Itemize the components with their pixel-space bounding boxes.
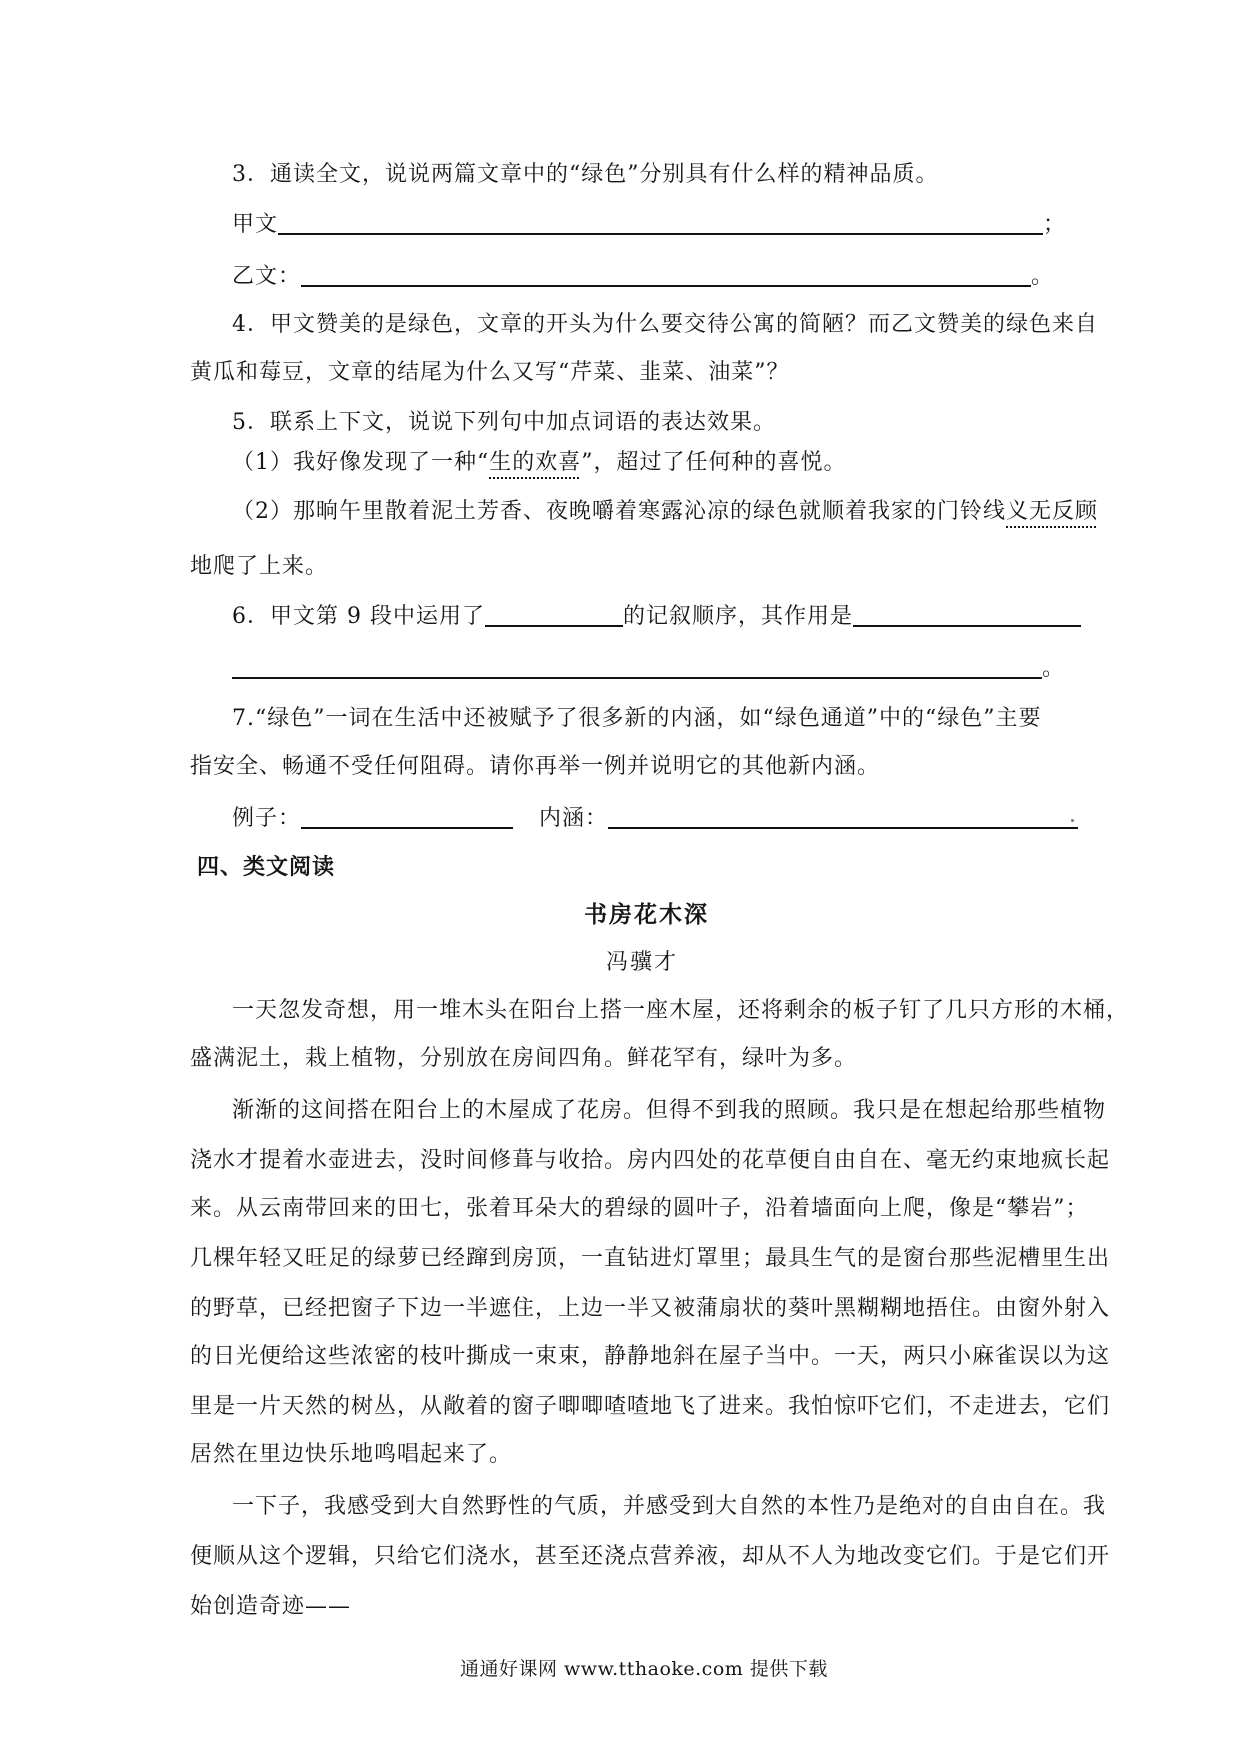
example-label: 例子: [232, 806, 279, 831]
item-1-post: ”，超过了任何种的喜悦。: [581, 450, 847, 475]
item-2-dotted-words: 义无反顾: [1006, 499, 1099, 524]
article-line: 的日光便给这些浓密的枝叶撕成一束束，静静地斜在屋子当中。一天，两只小麻雀误以为这: [190, 1344, 1111, 1369]
question-4-line-1: 4．甲文赞美的是绿色，文章的开头为什么要交待公寓的简陋？而乙文赞美的绿色来自: [232, 312, 1098, 337]
article-line: 几棵年轻又旺足的绿萝已经蹿到房顶，一直钻进灯罩里；最具生气的是窗台那些泥槽里生出: [190, 1246, 1111, 1271]
article-line: 便顺从这个逻辑，只给它们浇水，甚至还浇点营养液，却从不人为地改变它们。于是它们开: [190, 1544, 1111, 1569]
question-7-answers: 例子： 内涵：: [232, 804, 1078, 834]
meaning-label: 内涵: [539, 806, 586, 831]
article-line: 里是一片天然的树丛，从敞着的窗子唧唧喳喳地飞了进来。我怕惊吓它们，不走进去，它们: [190, 1394, 1111, 1419]
article-line: 来。从云南带回来的田七，张着耳朵大的碧绿的圆叶子，沿着墙面向上爬，像是“攀岩”；: [190, 1196, 1089, 1221]
meaning-blank[interactable]: [608, 805, 1078, 829]
article-line: 渐渐的这间搭在阳台上的木屋成了花房。但得不到我的照顾。我只是在想起给那些植物: [232, 1098, 1107, 1123]
article-line: 盛满泥土，栽上植物，分别放在房间四角。鲜花罕有，绿叶为多。: [190, 1046, 858, 1071]
article-line: 一天忽发奇想，用一堆木头在阳台上搭一座木屋，还将剩余的板子钉了几只方形的木桶，: [232, 998, 1130, 1023]
question-3-answer-b: [232, 262, 1054, 292]
question-7-line-1: 7.“绿色”一词在生活中还被赋予了很多新的内涵，如“绿色通道”中的“绿色”主要: [232, 706, 1042, 731]
article-line: 的野草，已经把窗子下边一半遮住，上边一半又被蒲扇状的葵叶黑糊糊地捂住。由窗外射入: [190, 1296, 1111, 1321]
question-5-item-1: [232, 448, 847, 478]
article-line: 浇水才提着水壶进去，没时间修葺与收拾。房内四处的花草便自由自在、毫无约束地疯长起: [190, 1148, 1111, 1173]
q6-blank-order[interactable]: [485, 603, 623, 627]
answer-a-blank[interactable]: [278, 211, 1043, 235]
question-3-answer-a: [232, 210, 1066, 240]
question-3-prompt: 3．通读全文，说说两篇文章中的“绿色”分别具有什么样的精神品质。: [232, 162, 939, 187]
question-7-line-2: 指安全、畅通不受任何阻碍。请你再举一例并说明它的其他新内涵。: [190, 754, 881, 779]
q6-blank-effect[interactable]: [853, 603, 1081, 627]
scan-speck: [1071, 819, 1074, 822]
question-6: [232, 602, 1081, 632]
question-6-answer-line: [232, 654, 1065, 684]
section-heading: 四、类文阅读: [197, 854, 336, 880]
item-1-dotted-words: 生的欢喜: [489, 450, 582, 475]
question-5-item-2-cont: 地爬了上来。: [190, 554, 329, 579]
item-2-pre: （2）那晌午里散着泥土芳香、夜晚嚼着寒露沁凉的绿色就顺着我家的门铃线: [232, 499, 1006, 524]
answer-a-end: ；: [1043, 212, 1067, 237]
article-line: 一下子，我感受到大自然野性的气质，并感受到大自然的本性乃是绝对的自由自在。我: [232, 1494, 1107, 1519]
question-5-prompt: 5．联系上下文，说说下列句中加点词语的表达效果。: [232, 410, 776, 435]
article-title: 书房花木深: [584, 901, 709, 928]
answer-b-end: 。: [1031, 264, 1055, 289]
answer-b-label: 乙文：: [232, 264, 302, 289]
example-blank[interactable]: [301, 805, 513, 829]
page-footer: 通通好课网 www.tthaoke.com 提供下载: [460, 1658, 828, 1680]
article-line: 始创造奇迹——: [190, 1594, 352, 1619]
item-1-pre: （1）我好像发现了一种“: [232, 450, 490, 475]
q6-end: 。: [1042, 656, 1066, 681]
q6-blank-line-2[interactable]: [232, 655, 1042, 679]
answer-a-label: 甲文: [232, 212, 279, 237]
q6-pre: 6．甲文第 9 段中运用了: [232, 604, 485, 629]
answer-b-blank[interactable]: [301, 263, 1031, 287]
article-author: 冯骥才: [606, 950, 679, 975]
question-4-line-2: 黄瓜和莓豆，文章的结尾为什么又写“芹菜、韭菜、油菜”？: [190, 360, 790, 385]
question-5-item-2: [232, 497, 1098, 527]
article-line: 居然在里边快乐地鸣唱起来了。: [190, 1442, 513, 1467]
q6-mid: 的记叙顺序，其作用是: [622, 604, 853, 629]
